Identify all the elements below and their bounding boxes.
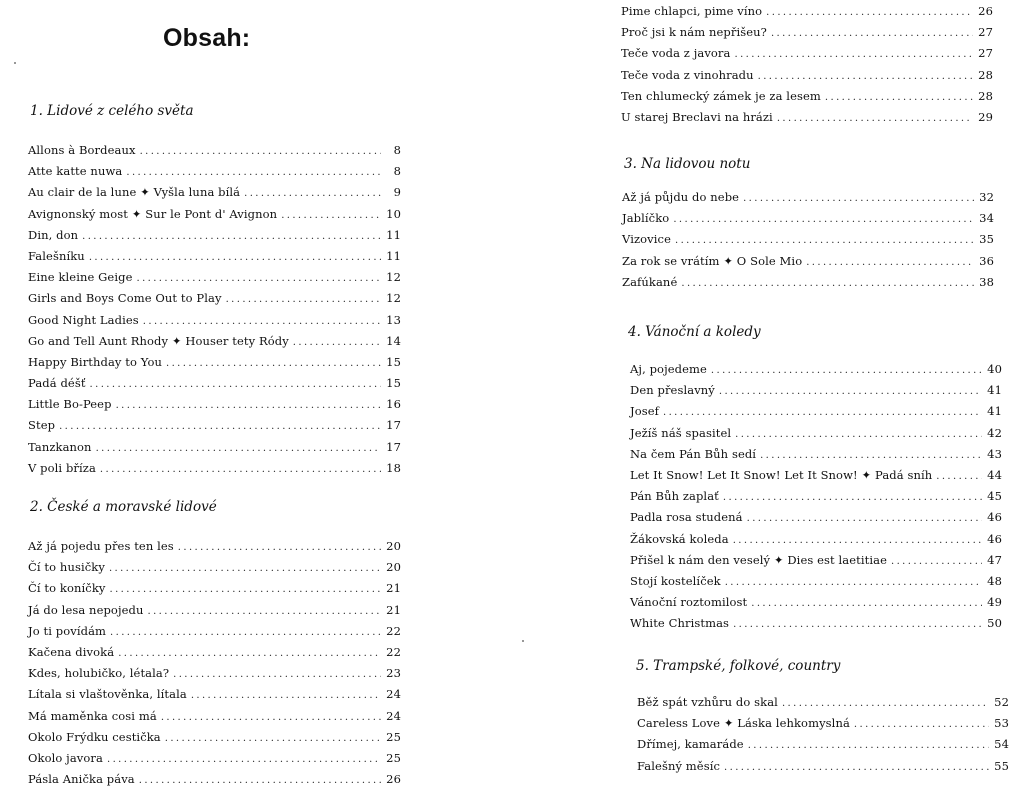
dot-leader bbox=[107, 754, 381, 765]
dot-leader bbox=[758, 71, 973, 82]
dot-leader bbox=[116, 400, 381, 411]
dot-leader bbox=[735, 429, 982, 440]
entry-page-number: 27 bbox=[978, 46, 993, 61]
entry-page-number: 10 bbox=[386, 206, 401, 221]
entry-title: Jo ti povídám bbox=[28, 623, 107, 638]
entry-page-number: 12 bbox=[386, 270, 401, 285]
entry-title: Teče voda z vinohradu bbox=[621, 67, 754, 82]
entry-title: Vánoční roztomilost bbox=[630, 595, 748, 610]
entry-title: Stojí kostelíček bbox=[630, 573, 721, 588]
entry-title: Běž spát vzhůru do skal bbox=[637, 695, 778, 709]
dot-leader bbox=[747, 513, 982, 524]
toc-entry bbox=[630, 616, 1002, 637]
entry-title: Falešníku bbox=[28, 248, 85, 263]
entry-page-number: 21 bbox=[386, 602, 401, 617]
dot-leader bbox=[173, 669, 381, 680]
entry-title: Lítala si vlaštověnka, lítala bbox=[28, 687, 187, 702]
entry-page-number: 17 bbox=[386, 418, 401, 433]
page-title: Obsah: bbox=[163, 24, 251, 52]
entry-page-number: 41 bbox=[987, 404, 1002, 419]
dot-leader bbox=[777, 113, 973, 124]
entry-page-number: 40 bbox=[987, 362, 1002, 376]
entry-page-number: 9 bbox=[393, 185, 401, 200]
toc-entry bbox=[28, 397, 401, 418]
dot-leader bbox=[725, 577, 982, 588]
dot-leader bbox=[82, 231, 381, 242]
entry-title: Atte katte nuwa bbox=[28, 164, 123, 179]
dot-leader bbox=[719, 386, 982, 397]
toc-entry bbox=[28, 355, 401, 376]
toc-entry bbox=[621, 25, 993, 46]
dot-leader bbox=[118, 648, 381, 659]
entry-page-number: 49 bbox=[987, 595, 1002, 610]
entry-page-number: 15 bbox=[386, 354, 401, 369]
dot-leader bbox=[161, 712, 381, 723]
toc-entry bbox=[622, 232, 994, 253]
dot-leader bbox=[136, 273, 381, 284]
entry-title: Až já půjdu do nebe bbox=[622, 190, 740, 204]
dot-leader bbox=[140, 146, 381, 157]
section-heading-4: 4. Vánoční a koledy bbox=[628, 324, 761, 340]
dot-leader bbox=[733, 619, 982, 630]
entry-title: Happy Birthday to You bbox=[28, 354, 163, 369]
toc-entry bbox=[28, 270, 401, 291]
dot-leader bbox=[143, 316, 381, 327]
entry-page-number: 11 bbox=[386, 248, 401, 263]
entry-title: Aj, pojedeme bbox=[630, 362, 707, 376]
entry-title: Let It Snow! Let It Snow! Let It Snow! ✦ Padá sníh bbox=[630, 467, 933, 482]
entry-title: Žákovská koleda bbox=[630, 531, 729, 546]
entry-title: Step bbox=[28, 418, 56, 433]
entry-title: V poli bříza bbox=[28, 460, 96, 475]
entry-title: Ježíš náš spasitel bbox=[630, 425, 732, 440]
entry-title: Din, don bbox=[28, 227, 79, 242]
entry-page-number: 47 bbox=[987, 552, 1002, 567]
toc-entry bbox=[630, 362, 1002, 383]
toc-entry bbox=[622, 211, 994, 232]
entry-title: Pásla Anička páva bbox=[28, 772, 135, 787]
toc-entry bbox=[630, 489, 1002, 510]
toc-entry bbox=[28, 645, 401, 666]
entry-title: Tanzkanon bbox=[28, 439, 92, 454]
dot-leader bbox=[806, 257, 974, 268]
toc-entry bbox=[28, 539, 401, 560]
entry-title: Já do lesa nepojedu bbox=[28, 602, 144, 617]
dot-leader bbox=[673, 214, 974, 225]
entry-page-number: 24 bbox=[386, 687, 401, 702]
scan-speck bbox=[14, 62, 16, 64]
toc-entry bbox=[630, 404, 1002, 425]
entry-page-number: 35 bbox=[979, 232, 994, 247]
toc-entry bbox=[637, 759, 1009, 780]
dot-leader bbox=[191, 690, 381, 701]
dot-leader bbox=[90, 379, 381, 390]
entry-title: Kdes, holubičko, létala? bbox=[28, 666, 170, 681]
toc-entry bbox=[28, 624, 401, 645]
entry-title: Little Bo-Peep bbox=[28, 397, 112, 412]
toc-entry bbox=[28, 164, 401, 185]
dot-leader bbox=[743, 193, 974, 204]
entry-page-number: 14 bbox=[386, 333, 401, 348]
entry-page-number: 11 bbox=[386, 227, 401, 242]
entry-page-number: 26 bbox=[978, 4, 993, 18]
entry-title: Okolo javora bbox=[28, 750, 103, 765]
entry-title: Zafúkané bbox=[622, 274, 678, 289]
toc-entry bbox=[28, 376, 401, 397]
section-heading-3: 3. Na lidovou notu bbox=[624, 156, 751, 172]
toc-entry bbox=[630, 553, 1002, 574]
toc-entry bbox=[622, 275, 994, 296]
toc-entry bbox=[28, 581, 401, 602]
dot-leader bbox=[825, 92, 973, 103]
dot-leader bbox=[733, 535, 982, 546]
toc-entry bbox=[622, 190, 994, 211]
toc-entry bbox=[28, 772, 401, 793]
dot-leader bbox=[751, 598, 982, 609]
dot-leader bbox=[110, 627, 381, 638]
dot-leader bbox=[110, 584, 381, 595]
entry-page-number: 25 bbox=[386, 729, 401, 744]
entry-title: Vizovice bbox=[622, 232, 671, 247]
entry-page-number: 26 bbox=[386, 772, 401, 787]
entry-page-number: 23 bbox=[386, 666, 401, 681]
entry-title: Allons à Bordeaux bbox=[28, 143, 136, 157]
toc-entry bbox=[28, 666, 401, 687]
dot-leader bbox=[96, 443, 381, 454]
toc-entry bbox=[630, 574, 1002, 595]
dot-leader bbox=[281, 210, 381, 221]
entry-page-number: 24 bbox=[386, 708, 401, 723]
entry-title: Josef bbox=[630, 404, 659, 419]
toc-entry bbox=[621, 68, 993, 89]
toc-entry bbox=[28, 461, 401, 482]
dot-leader bbox=[226, 294, 381, 305]
dot-leader bbox=[59, 421, 381, 432]
entry-page-number: 8 bbox=[393, 143, 401, 157]
toc-entry bbox=[28, 687, 401, 708]
entry-title: Jablíčko bbox=[622, 211, 670, 226]
toc-list-section-1 bbox=[28, 143, 401, 482]
entry-title: Až já pojedu přes ten les bbox=[28, 539, 174, 553]
dot-leader bbox=[760, 450, 982, 461]
entry-title: Au clair de la lune ✦ Vyšla luna bílá bbox=[28, 185, 241, 200]
dot-leader bbox=[139, 775, 381, 786]
entry-title: Za rok se vrátím ✦ O Sole Mio bbox=[622, 253, 803, 268]
entry-page-number: 45 bbox=[987, 489, 1002, 504]
entry-page-number: 42 bbox=[987, 425, 1002, 440]
toc-list-section-3 bbox=[622, 190, 994, 296]
toc-entry bbox=[622, 254, 994, 275]
dot-leader bbox=[681, 278, 974, 289]
entry-page-number: 8 bbox=[393, 164, 401, 179]
entry-title: Ten chlumecký zámek je za lesem bbox=[621, 88, 821, 103]
entry-title: White Christmas bbox=[630, 616, 730, 631]
dot-leader bbox=[936, 471, 982, 482]
toc-entry bbox=[621, 4, 993, 25]
dot-leader bbox=[724, 762, 989, 773]
dot-leader bbox=[89, 252, 381, 263]
entry-page-number: 36 bbox=[979, 253, 994, 268]
toc-list-section-5 bbox=[637, 695, 1009, 780]
entry-page-number: 22 bbox=[386, 644, 401, 659]
dot-leader bbox=[100, 464, 381, 475]
dot-leader bbox=[293, 337, 381, 348]
dot-leader bbox=[766, 7, 973, 18]
toc-entry bbox=[28, 313, 401, 334]
scan-speck bbox=[522, 640, 524, 642]
toc-entry bbox=[637, 737, 1009, 758]
entry-title: Avignonský most ✦ Sur le Pont d' Avignon bbox=[28, 206, 278, 221]
entry-page-number: 20 bbox=[386, 539, 401, 553]
entry-page-number: 46 bbox=[987, 531, 1002, 546]
dot-leader bbox=[891, 556, 982, 567]
dot-leader bbox=[165, 733, 381, 744]
toc-entry bbox=[28, 291, 401, 312]
entry-page-number: 28 bbox=[978, 67, 993, 82]
toc-entry bbox=[28, 603, 401, 624]
entry-title: Má maměnka cosi má bbox=[28, 708, 157, 723]
toc-list-section-4 bbox=[630, 362, 1002, 637]
dot-leader bbox=[109, 563, 381, 574]
dot-leader bbox=[148, 606, 382, 617]
toc-entry bbox=[630, 595, 1002, 616]
toc-list-section-2 bbox=[28, 539, 401, 793]
dot-leader bbox=[126, 167, 381, 178]
entry-title: Girls and Boys Come Out to Play bbox=[28, 291, 222, 306]
toc-entry bbox=[630, 510, 1002, 531]
dot-leader bbox=[735, 49, 974, 60]
right-page bbox=[512, 0, 1024, 796]
toc-entry bbox=[630, 447, 1002, 468]
entry-page-number: 17 bbox=[386, 439, 401, 454]
toc-entry bbox=[637, 695, 1009, 716]
entry-page-number: 13 bbox=[386, 312, 401, 327]
entry-title: Okolo Frýdku cestička bbox=[28, 729, 161, 744]
dot-leader bbox=[166, 358, 381, 369]
dot-leader bbox=[723, 492, 982, 503]
section-heading-5: 5. Trampské, folkové, country bbox=[636, 658, 841, 674]
entry-title: Na čem Pán Bůh sedí bbox=[630, 446, 757, 461]
toc-entry bbox=[630, 532, 1002, 553]
toc-entry bbox=[630, 383, 1002, 404]
entry-page-number: 41 bbox=[987, 383, 1002, 398]
dot-leader bbox=[675, 235, 974, 246]
toc-entry bbox=[28, 334, 401, 355]
toc-entry bbox=[28, 709, 401, 730]
toc-entry bbox=[28, 751, 401, 772]
section-heading-1: 1. Lidové z celého světa bbox=[30, 103, 194, 119]
entry-page-number: 50 bbox=[987, 616, 1002, 631]
entry-page-number: 22 bbox=[386, 623, 401, 638]
toc-entry bbox=[28, 440, 401, 461]
entry-title: Čí to koníčky bbox=[28, 581, 106, 596]
toc-entry bbox=[28, 228, 401, 249]
entry-page-number: 53 bbox=[994, 716, 1009, 731]
dot-leader bbox=[748, 740, 989, 751]
entry-page-number: 38 bbox=[979, 274, 994, 289]
entry-title: Careless Love ✦ Láska lehkomyslná bbox=[637, 716, 850, 731]
entry-page-number: 43 bbox=[987, 446, 1002, 461]
toc-entry bbox=[621, 46, 993, 67]
entry-title: Eine kleine Geige bbox=[28, 270, 133, 285]
entry-page-number: 55 bbox=[994, 758, 1009, 773]
entry-page-number: 46 bbox=[987, 510, 1002, 525]
entry-title: Pán Bůh zaplať bbox=[630, 489, 719, 504]
entry-page-number: 12 bbox=[386, 291, 401, 306]
entry-page-number: 48 bbox=[987, 573, 1002, 588]
entry-page-number: 52 bbox=[994, 695, 1009, 709]
entry-title: Proč jsi k nám nepřišeu? bbox=[621, 25, 767, 40]
entry-title: Čí to husičky bbox=[28, 560, 105, 575]
entry-page-number: 29 bbox=[978, 109, 993, 124]
entry-page-number: 34 bbox=[979, 211, 994, 226]
entry-title: Kačena divoká bbox=[28, 644, 115, 659]
entry-page-number: 54 bbox=[994, 737, 1009, 752]
toc-entry bbox=[630, 468, 1002, 489]
toc-entry bbox=[28, 730, 401, 751]
toc-entry bbox=[28, 207, 401, 228]
entry-page-number: 44 bbox=[987, 467, 1002, 482]
toc-entry bbox=[28, 185, 401, 206]
dot-leader bbox=[663, 407, 982, 418]
toc-entry bbox=[621, 110, 993, 131]
entry-page-number: 27 bbox=[978, 25, 993, 40]
dot-leader bbox=[244, 188, 381, 199]
entry-title: Good Night Ladies bbox=[28, 312, 139, 327]
section-heading-2: 2. České a moravské lidové bbox=[30, 499, 217, 515]
entry-title: Falešný měsíc bbox=[637, 758, 721, 773]
entry-title: Pime chlapci, pime víno bbox=[621, 4, 763, 18]
dot-leader bbox=[771, 28, 973, 39]
entry-page-number: 15 bbox=[386, 376, 401, 391]
toc-entry bbox=[28, 418, 401, 439]
toc-entry bbox=[637, 716, 1009, 737]
toc-entry bbox=[28, 560, 401, 581]
entry-title: Teče voda z javora bbox=[621, 46, 731, 61]
entry-title: Go and Tell Aunt Rhody ✦ Houser tety Ródy bbox=[28, 333, 289, 348]
dot-leader bbox=[711, 365, 982, 376]
toc-entry bbox=[630, 426, 1002, 447]
entry-page-number: 32 bbox=[979, 190, 994, 204]
entry-page-number: 28 bbox=[978, 88, 993, 103]
entry-page-number: 20 bbox=[386, 560, 401, 575]
entry-title: Dřímej, kamaráde bbox=[637, 737, 744, 752]
entry-page-number: 18 bbox=[386, 460, 401, 475]
entry-page-number: 21 bbox=[386, 581, 401, 596]
entry-page-number: 16 bbox=[386, 397, 401, 412]
toc-entry bbox=[28, 249, 401, 270]
entry-title: U starej Breclavi na hrázi bbox=[621, 109, 773, 124]
entry-title: Přišel k nám den veselý ✦ Dies est laetitiae bbox=[630, 552, 888, 567]
dot-leader bbox=[178, 542, 381, 553]
toc-entry bbox=[28, 143, 401, 164]
entry-page-number: 25 bbox=[386, 750, 401, 765]
toc-list-continued bbox=[621, 4, 993, 131]
entry-title: Den přeslavný bbox=[630, 383, 715, 398]
dot-leader bbox=[782, 698, 989, 709]
dot-leader bbox=[854, 719, 989, 730]
entry-title: Padla rosa studená bbox=[630, 510, 743, 525]
toc-entry bbox=[621, 89, 993, 110]
entry-title: Padá déšť bbox=[28, 376, 86, 391]
